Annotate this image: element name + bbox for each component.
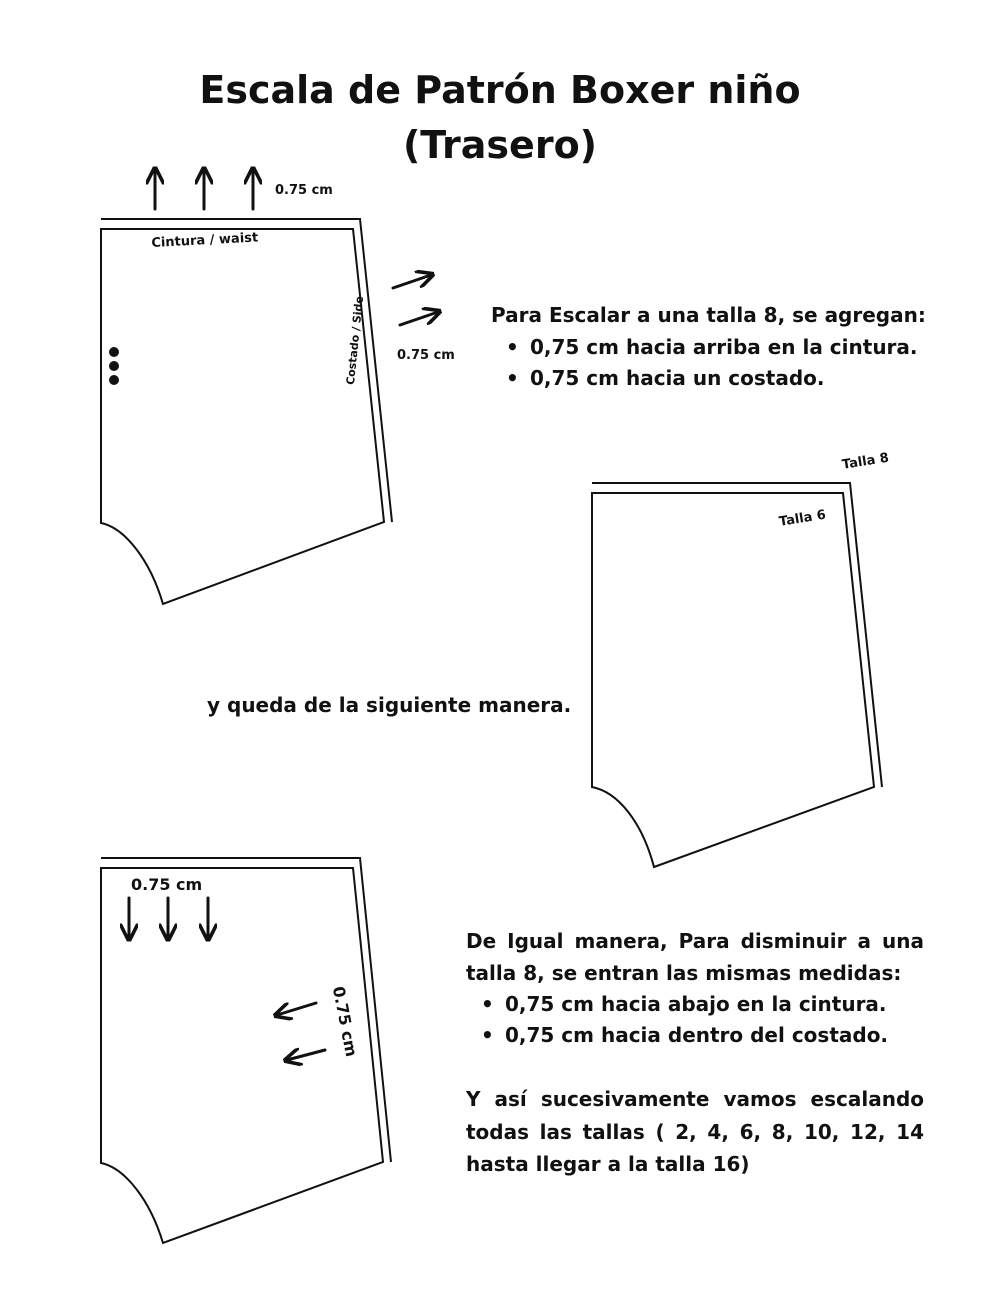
closing-line1: Y así sucesivamente vamos escalando xyxy=(466,1087,924,1111)
increase-bullet: • 0,75 cm hacia arriba en la cintura. xyxy=(506,331,918,363)
increase-intro: Para Escalar a una talla 8, se agregan: xyxy=(491,303,926,327)
side-arrow-icon xyxy=(287,1050,325,1060)
down-measure-label: 0.75 cm xyxy=(131,875,203,894)
pattern-result xyxy=(592,483,882,867)
page-title: Escala de Patrón Boxer niño xyxy=(199,68,801,112)
up-arrows xyxy=(155,170,253,209)
decrease-intro-line2: talla 8, se entran las mismas medidas: xyxy=(466,961,902,985)
down-arrows xyxy=(129,898,208,938)
closing-line2: todas las tallas ( 2, 4, 6, 8, 10, 12, 14 xyxy=(466,1120,924,1144)
result-note: y queda de la siguiente manera. xyxy=(207,693,572,717)
side-arrow-icon xyxy=(393,275,431,288)
side-in-arrows xyxy=(277,1003,325,1060)
pattern-top-inner xyxy=(101,229,384,604)
side-out-arrows xyxy=(393,275,438,325)
size-6-label: Talla 6 xyxy=(778,507,827,530)
pattern-result-outer xyxy=(592,483,882,787)
decrease-bullet: • 0,75 cm hacia dentro del costado. xyxy=(481,1019,888,1051)
up-measure-label: 0.75 cm xyxy=(275,183,333,198)
side-arrow-icon xyxy=(277,1003,316,1015)
pattern-result-inner xyxy=(592,493,874,867)
side-arrow-icon xyxy=(400,312,438,325)
waist-label: Cintura / waist xyxy=(151,230,259,251)
decrease-intro-line1: De Igual manera, Para disminuir a una xyxy=(466,929,924,953)
side-label: Costado / Side xyxy=(343,295,367,386)
side-in-measure-label: 0.75 cm xyxy=(328,984,362,1059)
increase-bullet: • 0,75 cm hacia un costado. xyxy=(506,362,825,394)
closing-line3: hasta llegar a la talla 16) xyxy=(466,1152,750,1176)
pattern-top xyxy=(101,219,392,604)
size-8-label: Talla 8 xyxy=(841,450,890,473)
side-measure-label: 0.75 cm xyxy=(397,348,455,363)
notch-dots xyxy=(109,347,119,385)
page-subtitle: (Trasero) xyxy=(402,123,598,167)
decrease-bullet: • 0,75 cm hacia abajo en la cintura. xyxy=(481,988,887,1020)
pattern-bottom-inner xyxy=(101,868,383,1243)
